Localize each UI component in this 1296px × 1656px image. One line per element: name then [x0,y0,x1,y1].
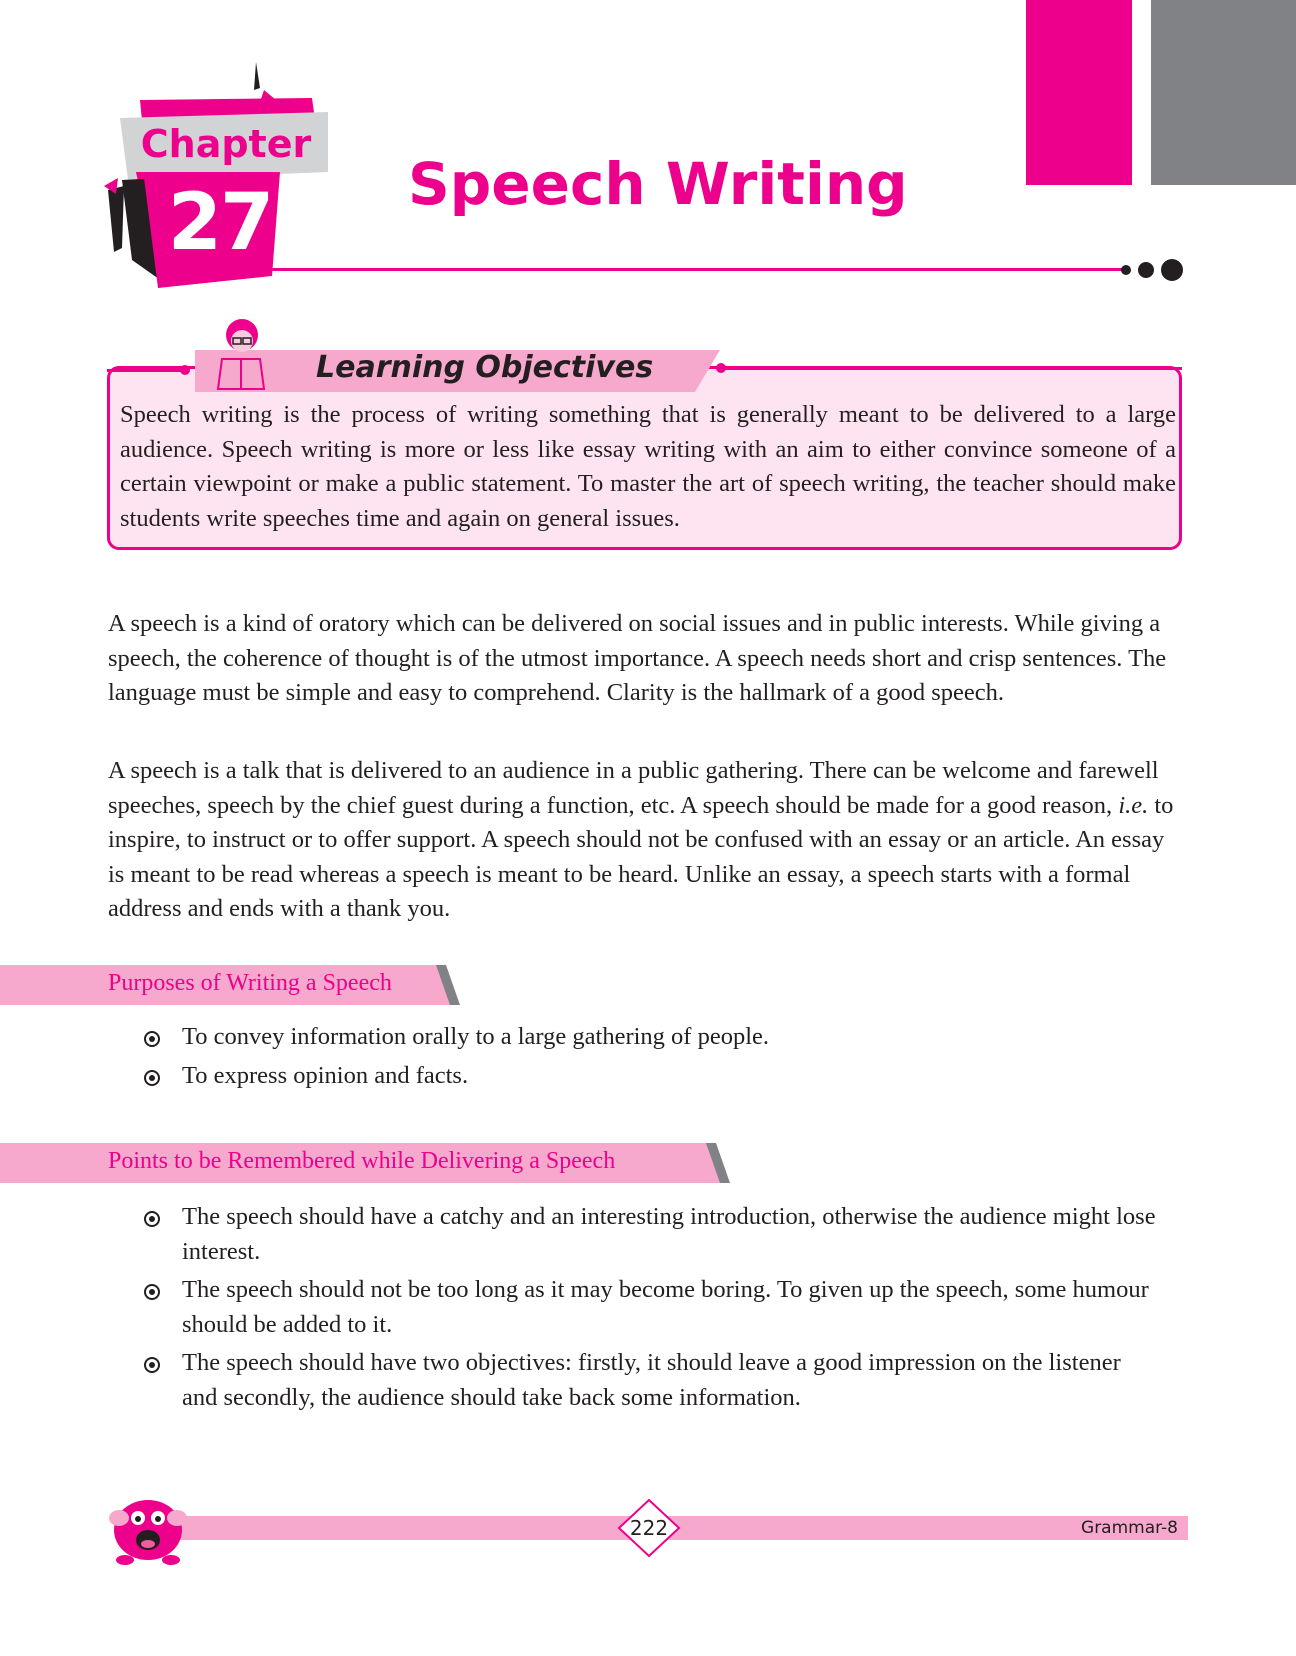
objectives-border-accent-left [107,369,187,372]
objectives-heading: Learning Objectives [316,350,654,385]
purposes-list [140,1020,1184,1097]
monster-mascot-icon [105,1488,191,1566]
list-item [140,1346,1184,1381]
footer-bar [176,1516,1188,1540]
objectives-border-accent-right [720,367,1182,370]
list-item [140,1020,1184,1055]
list-item [140,1200,1184,1269]
title-underline [262,268,1128,271]
objectives-dot-left [180,365,190,375]
list-item-text: The speech should have a catchy and an interesting introduction, otherwise the audience might lose interest. [182,1203,1156,1265]
paragraph-2-text-b: to inspire, to instruct or to offer support. A speech should not be confused with an essay or an article. An essay is meant to be read whereas a speech is meant to be heard. Unlike an essay, a speech starts with a formal address and ends with a thank you. [108,791,1174,922]
objectives-text: Speech writing is the process of writing something that is generally meant to be delivered to a large audience. Speech writing is more or less like essay writing with an aim to either convince someone of a certain viewpoint or make a public statement. To master the art of speech writing, the teacher should make students write speeches time and again on general issues. [120,401,1176,532]
page-title: Speech Writing [408,150,908,218]
list-item [140,1059,1184,1094]
bullet-icon [144,1211,160,1227]
bullet-icon [144,1031,160,1047]
points-list [140,1200,1184,1419]
chapter-number: 27 [167,178,273,268]
section-title-purposes: Purposes of Writing a Speech [108,970,392,996]
book-label: Grammar-8 [1081,1518,1178,1538]
bullet-icon [144,1357,160,1373]
chapter-label: Chapter [140,122,312,166]
corner-decoration-gray [1151,0,1296,185]
bullet-icon [144,1284,160,1300]
list-item-text: The speech should not be too long as it may become boring. To given up the speech, some humour should be added to it. [182,1276,1149,1338]
list-item-text: To express opinion and facts. [182,1061,469,1089]
list-item-text: To convey information orally to a large gathering of people. [182,1023,770,1050]
bullet-icon [144,1070,160,1086]
body-paragraph-2 [108,754,1184,927]
list-item-text: and secondly, the audience should take back some information. [182,1383,801,1411]
page-number: 222 [629,1516,669,1540]
title-dots-decoration [1120,258,1190,282]
corner-decoration-pink [1026,0,1132,185]
list-item-text: The speech should have two objectives: firstly, it should leave a good impression on the listener [182,1349,1121,1376]
section-title-points: Points to be Remembered while Delivering a Speech [108,1148,616,1174]
list-item-continuation [140,1381,1184,1416]
paragraph-2-text-a: A speech is a talk that is delivered to an audience in a public gathering. There can be welcome and farewell speeches, speech by the chief guest during a function, etc. A speech should be made for a good reason, [108,757,1159,819]
reading-girl-icon [212,315,270,393]
body-paragraph-1: A speech is a kind of oratory which can be delivered on social issues and in public interests. While giving a speech, the coherence of thought is of the utmost importance. A speech needs short and crisp sentences. The language must be simple and easy to comprehend. Clarity is the hallmark of a good speech. [108,610,1167,706]
list-item [140,1273,1184,1342]
paragraph-2-ie: i.e. [1118,791,1149,819]
